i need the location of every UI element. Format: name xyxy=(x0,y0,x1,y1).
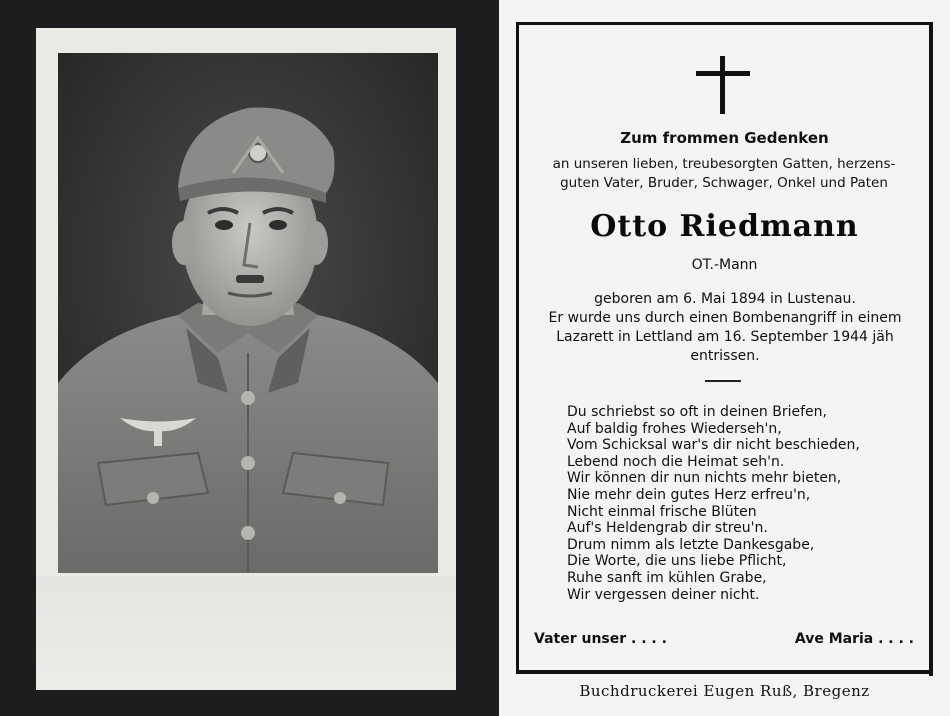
prayer-ave-maria: Ave Maria . . . . xyxy=(794,631,914,647)
dedication-line: an unseren lieben, treubesorgten Gatten, herzens- xyxy=(552,156,896,172)
dedication-text xyxy=(529,155,919,193)
dedication-line: guten Vater, Bruder, Schwager, Onkel und Paten xyxy=(560,175,888,191)
poem-line: Auf baldig frohes Wiederseh'n, xyxy=(567,420,782,437)
portrait-illustration xyxy=(58,53,438,573)
cross-icon xyxy=(696,56,750,114)
poem-line: Nicht einmal frische Blüten xyxy=(567,503,757,520)
portrait-card xyxy=(36,28,456,690)
poem-line: Auf's Heldengrab dir streu'n. xyxy=(567,520,768,537)
poem-line: Wir vergessen deiner nicht. xyxy=(567,586,760,603)
printer-imprint: Buchdruckerei Eugen Ruß, Bregenz xyxy=(579,682,870,700)
poem-line: Lebend noch die Heimat seh'n. xyxy=(567,453,785,470)
memorial-heading: Zum frommen Gedenken xyxy=(620,129,829,147)
poem-line: Drum nimm als letzte Dankesgabe, xyxy=(567,536,815,553)
memorial-poem xyxy=(567,404,907,603)
card-border-shadow xyxy=(929,22,933,676)
bio-line: Lazarett in Lettland am 16. September 1944 jäh xyxy=(556,329,894,345)
poem-line: Du schriebst so oft in deinen Briefen, xyxy=(567,404,827,420)
poem-line: Die Worte, die uns liebe Pflicht, xyxy=(567,553,787,570)
prayer-vater-unser: Vater unser . . . . xyxy=(534,631,667,647)
memorial-card xyxy=(499,0,950,716)
poem-line: Wir können dir nun nichts mehr bieten, xyxy=(567,470,842,487)
photo-margin xyxy=(36,576,456,690)
bio-line: geboren am 6. Mai 1894 in Lustenau. xyxy=(594,291,856,307)
bio-line: entrissen. xyxy=(690,348,760,364)
section-divider xyxy=(705,380,741,382)
poem-line: Ruhe sanft im kühlen Grabe, xyxy=(567,569,767,586)
biography-text xyxy=(525,290,925,366)
deceased-rank: OT.-Mann xyxy=(691,257,758,273)
bio-line: Er wurde uns durch einen Bombenangriff in einem xyxy=(548,310,902,326)
poem-line: Vom Schicksal war's dir nicht beschieden, xyxy=(567,437,860,454)
deceased-name: Otto Riedmann xyxy=(590,209,859,244)
portrait-photo xyxy=(58,53,438,573)
poem-line: Nie mehr dein gutes Herz erfreu'n, xyxy=(567,486,811,503)
